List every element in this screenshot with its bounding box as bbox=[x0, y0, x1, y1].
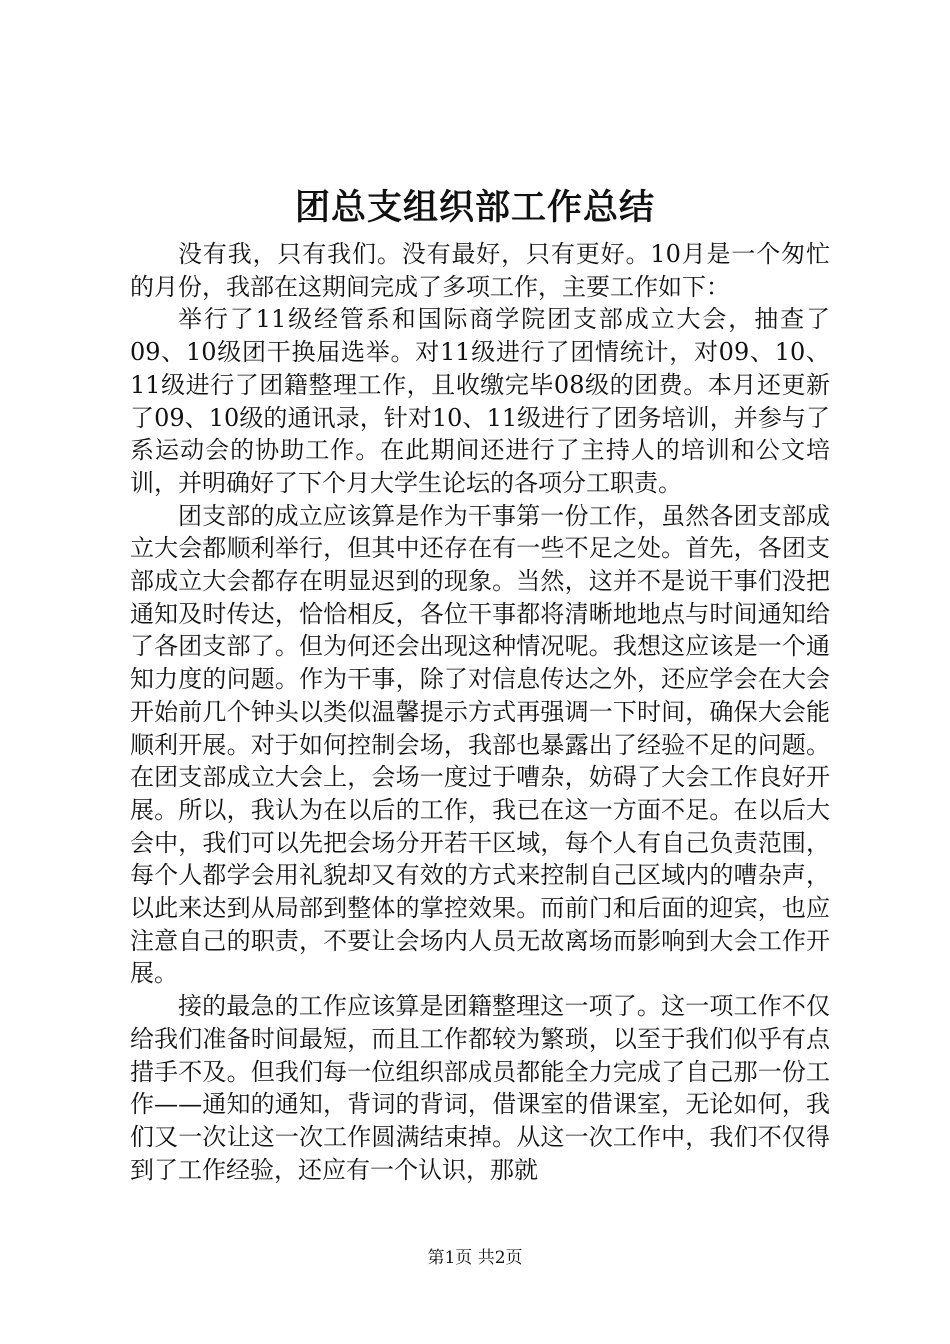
paragraph-membership-records: 接的最急的工作应该算是团籍整理这一项了。这一项工作不仅给我们准备时间最短，而且工作都较为繁琐，以至于我们似乎有点措手不及。但我们每一位组织部成员都能全力完成了自己那一份工作——通知的通知，背词的背词，借课室的借课室，无论如何，我们又一次让这一次工作圆满结束掉。从这一次工作中，我们不仅得到了工作经验，还应有一个认识，那就 bbox=[130, 992, 830, 1184]
paragraph-intro: 没有我，只有我们。没有最好，只有更好。10月是一个匆忙的月份，我部在这期间完成了多项工作，主要工作如下： bbox=[130, 240, 830, 301]
paragraph-work-list: 举行了11级经管系和国际商学院团支部成立大会，抽查了09、10级团干换届选举。对11级进行了团情统计，对09、10、11级进行了团籍整理工作，且收缴完毕08级的团费。本月还更新了09、10级的通讯录，针对10、11级进行了团务培训，并参与了系运动会的协助工作。在此期间还进行了主持人的培训和公文培训，并明确好了下个月大学生论坛的各项分工职责。 bbox=[130, 305, 830, 497]
document-title: 团总支组织部工作总结 bbox=[294, 187, 655, 228]
document-body bbox=[130, 238, 830, 1186]
paragraph-branch-founding: 团支部的成立应该算是作为干事第一份工作，虽然各团支部成立大会都顺利举行，但其中还存在有一些不足之处。首先，各团支部成立大会都存在明显迟到的现象。当然，这并不是说干事们没把通知及时传达，恰恰相反，各位干事都将清晰地地点与时间通知给了各团支部了。但为何还会出现这种情况呢。我想这应该是一个通知力度的问题。作为干事，除了对信息传达之外，还应学会在大会开始前几个钟头以类似温馨提示方式再强调一下时间，确保大会能顺利开展。对于如何控制会场，我部也暴露出了经验不足的问题。在团支部成立大会上，会场一度过于嘈杂，妨碍了大会工作良好开展。所以，我认为在以后的工作，我已在这一方面不足。在以后大会中，我们可以先把会场分开若干区域，每个人有自己负责范围，每个人都学会用礼貌却又有效的方式来控制自己区域内的嘈杂声，以此来达到从局部到整体的掌控效果。而前门和后面的迎宾，也应注意自己的职责，不要让会场内人员无故离场而影响到大会工作开展。 bbox=[130, 501, 830, 988]
page-footer: 第1页 共2页 bbox=[427, 1248, 523, 1268]
